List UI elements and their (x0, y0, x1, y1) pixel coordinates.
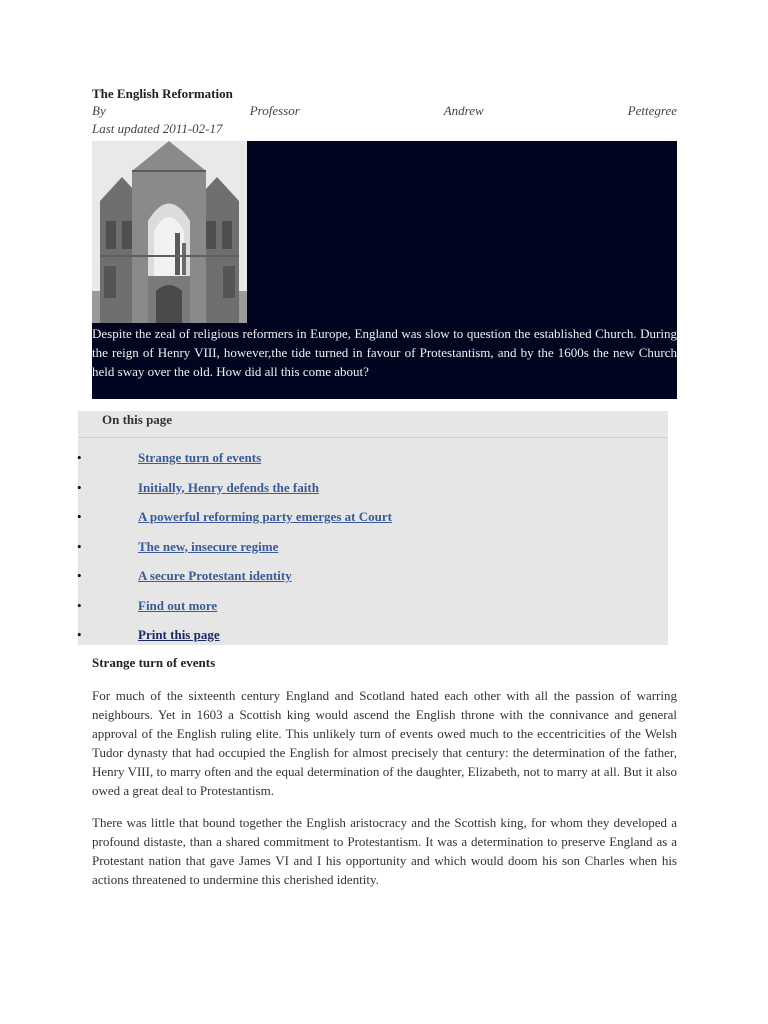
toc-item (78, 597, 668, 627)
author-last-name: Pettegree (627, 103, 677, 118)
abbey-ruin-image (92, 141, 247, 323)
bullet-icon: • (77, 568, 82, 583)
author-first-name: Andrew (443, 103, 484, 118)
on-this-page-box (78, 411, 668, 645)
bullet-icon: • (77, 627, 82, 642)
toc-list (78, 449, 668, 656)
toc-link-protestant-identity[interactable]: A secure Protestant identity (138, 568, 292, 583)
toc-divider (78, 437, 668, 438)
last-updated: Last updated 2011-02-17 (92, 121, 223, 136)
body-paragraph: There was little that bound together the English aristocracy and the Scottish king, for whom they developed a profound distaste, than a shared commitment to Protestantism. It was a determination to preserve England as a Protestant nation that gave James VI and I his opportunity and which would doom his son Charles when his actions threatened to undermine this cherished identity. (92, 815, 677, 887)
bullet-icon: • (77, 450, 82, 465)
toc-item (78, 508, 668, 538)
print-page-link[interactable]: Print this page (138, 627, 220, 642)
hero-caption: Despite the zeal of religious reformers in Europe, England was slow to question the established Church. During the reign of Henry VIII, however,the tide turned in favour of Protestantism, and by the 1600s the new Church held sway over the old. How did all this come about? (92, 326, 677, 379)
toc-item (78, 479, 668, 509)
bullet-icon: • (77, 479, 82, 495)
hero-banner (92, 141, 677, 399)
page-title: The English Reformation (92, 86, 233, 101)
byline-by: By (92, 103, 106, 118)
toc-item (78, 449, 668, 479)
toc-link-strange-turn[interactable]: Strange turn of events (138, 450, 262, 465)
toc-item (78, 538, 668, 568)
toc-heading: On this page (102, 412, 173, 427)
section-heading: Strange turn of events (92, 655, 216, 670)
article-body (92, 654, 677, 902)
bullet-icon: • (77, 597, 82, 613)
author-title: Professor (249, 103, 300, 118)
bullet-icon: • (77, 509, 82, 524)
toc-link-henry-defends[interactable]: Initially, Henry defends the faith (138, 479, 319, 495)
toc-link-reforming-party[interactable]: A powerful reforming party emerges at Court (138, 509, 392, 524)
article-header (92, 86, 677, 138)
toc-item (78, 626, 668, 656)
toc-link-find-out-more[interactable]: Find out more (138, 597, 218, 613)
toc-link-insecure-regime[interactable]: The new, insecure regime (138, 538, 279, 554)
bullet-icon: • (77, 538, 82, 554)
byline (92, 102, 677, 120)
body-paragraph: For much of the sixteenth century England and Scotland hated each other with all the passion of warring neighbours. Yet in 1603 a Scottish king would ascend the English throne with the connivance and general approval of the English ruling elite. This unlikely turn of events owed much to the eccentricities of the Welsh Tudor dynasty that had occupied the English for almost precisely that century: the determination of the father, Henry VIII, to marry often and the equal determination of the daughter, Elizabeth, not to marry at all. But it also owed a great deal to Protestantism. (92, 688, 677, 798)
toc-item (78, 567, 668, 597)
